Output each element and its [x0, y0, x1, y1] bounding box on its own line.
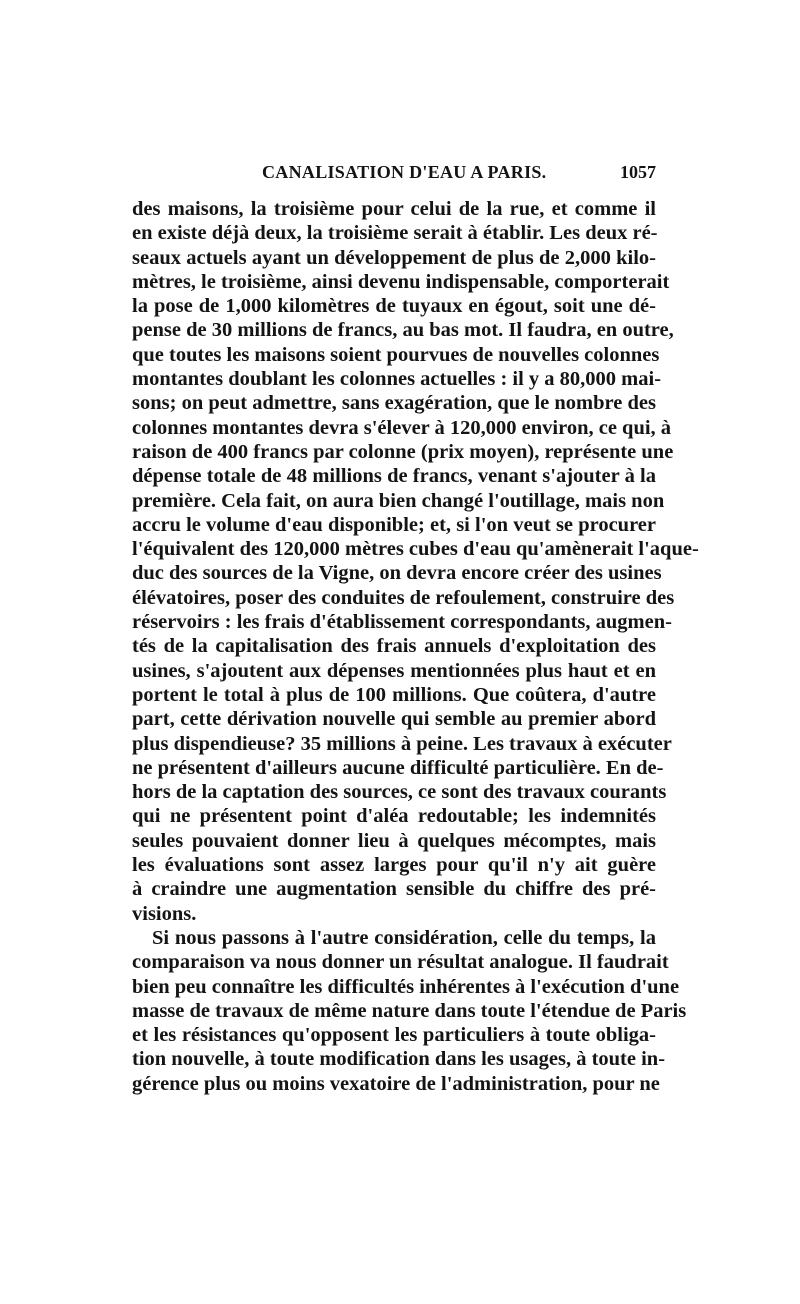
text-line: tion nouvelle, à toute modification dans les usages, à toute in-: [132, 1048, 666, 1071]
text-line: seaux actuels ayant un développement de plus de 2,000 kilo-: [132, 246, 656, 269]
text-line: part, cette dérivation nouvelle qui semble au premier abord: [132, 708, 656, 731]
text-line: portent le total à plus de 100 millions. Que coûtera, d'autre: [132, 683, 656, 706]
text-line: dépense totale de 48 millions de francs, venant s'ajouter à la: [132, 465, 656, 488]
text-line: duc des sources de la Vigne, on devra encore créer des usines: [132, 562, 662, 585]
page-number: 1057: [620, 162, 656, 182]
text-line: l'équivalent des 120,000 mètres cubes d'eau qu'amènerait l'aque-: [132, 538, 699, 561]
text-line: accru le volume d'eau disponible; et, si l'on veut se procurer: [132, 513, 656, 536]
paragraph: [132, 197, 699, 926]
text-line: hors de la captation des sources, ce sont des travaux courants: [132, 781, 667, 804]
text-line: bien peu connaître les difficultés inhérentes à l'exécution d'une: [132, 975, 680, 998]
text-line: mètres, le troisième, ainsi devenu indispensable, comporterait: [132, 270, 670, 293]
text-line: réservoirs : les frais d'établissement correspondants, augmen-: [132, 611, 672, 634]
running-title: CANALISATION D'EAU A PARIS.: [262, 162, 547, 182]
text-line: seules pouvaient donner lieu à quelques mécomptes, mais: [132, 829, 656, 852]
text-line: à craindre une augmentation sensible du chiffre des pré-: [132, 878, 656, 901]
page-header: [132, 162, 656, 188]
text-line: les évaluations sont assez larges pour qu'il n'y ait guère: [132, 854, 656, 877]
text-line: sons; on peut admettre, sans exagération, que le nombre des: [132, 392, 656, 415]
text-line: tés de la capitalisation des frais annuels d'exploitation des: [132, 635, 656, 658]
text-line: gérence plus ou moins vexatoire de l'administration, pour ne: [132, 1072, 660, 1095]
body-text: [132, 197, 699, 1096]
text-line: élévatoires, poser des conduites de refoulement, construire des: [132, 586, 675, 609]
text-line: ne présentent d'ailleurs aucune difficulté particulière. En de-: [132, 756, 664, 779]
text-line: plus dispendieuse? 35 millions à peine. Les travaux à exécuter: [132, 732, 672, 755]
text-line: montantes doublant les colonnes actuelles : il y a 80,000 mai-: [132, 368, 662, 391]
text-line: raison de 400 francs par colonne (prix moyen), représente une: [132, 440, 674, 463]
text-line: Si nous passons à l'autre considération, celle du temps, la: [152, 926, 656, 949]
text-line: et les résistances qu'opposent les particuliers à toute obliga-: [132, 1024, 656, 1047]
text-line: en existe déjà deux, la troisième serait à établir. Les deux ré-: [132, 222, 658, 245]
text-line: des maisons, la troisième pour celui de la rue, et comme il: [132, 198, 656, 220]
text-line: colonnes montantes devra s'élever à 120,000 environ, ce qui, à: [132, 416, 672, 439]
text-line: que toutes les maisons soient pourvues de nouvelles colonnes: [132, 343, 660, 366]
text-line: masse de travaux de même nature dans toute l'étendue de Paris: [132, 999, 687, 1022]
paragraph: [132, 926, 687, 1096]
text-line: comparaison va nous donner un résultat analogue. Il faudrait: [132, 951, 669, 974]
text-line: visions.: [132, 902, 197, 925]
text-line: pense de 30 millions de francs, au bas mot. Il faudra, en outre,: [132, 319, 674, 342]
text-line: la pose de 1,000 kilomètres de tuyaux en égout, soit une dé-: [132, 295, 656, 318]
text-line: qui ne présentent point d'aléa redoutable; les indemnités: [132, 805, 656, 828]
text-line: usines, s'ajoutent aux dépenses mentionnées plus haut et en: [132, 659, 656, 682]
text-line: première. Cela fait, on aura bien changé l'outillage, mais non: [132, 489, 665, 512]
